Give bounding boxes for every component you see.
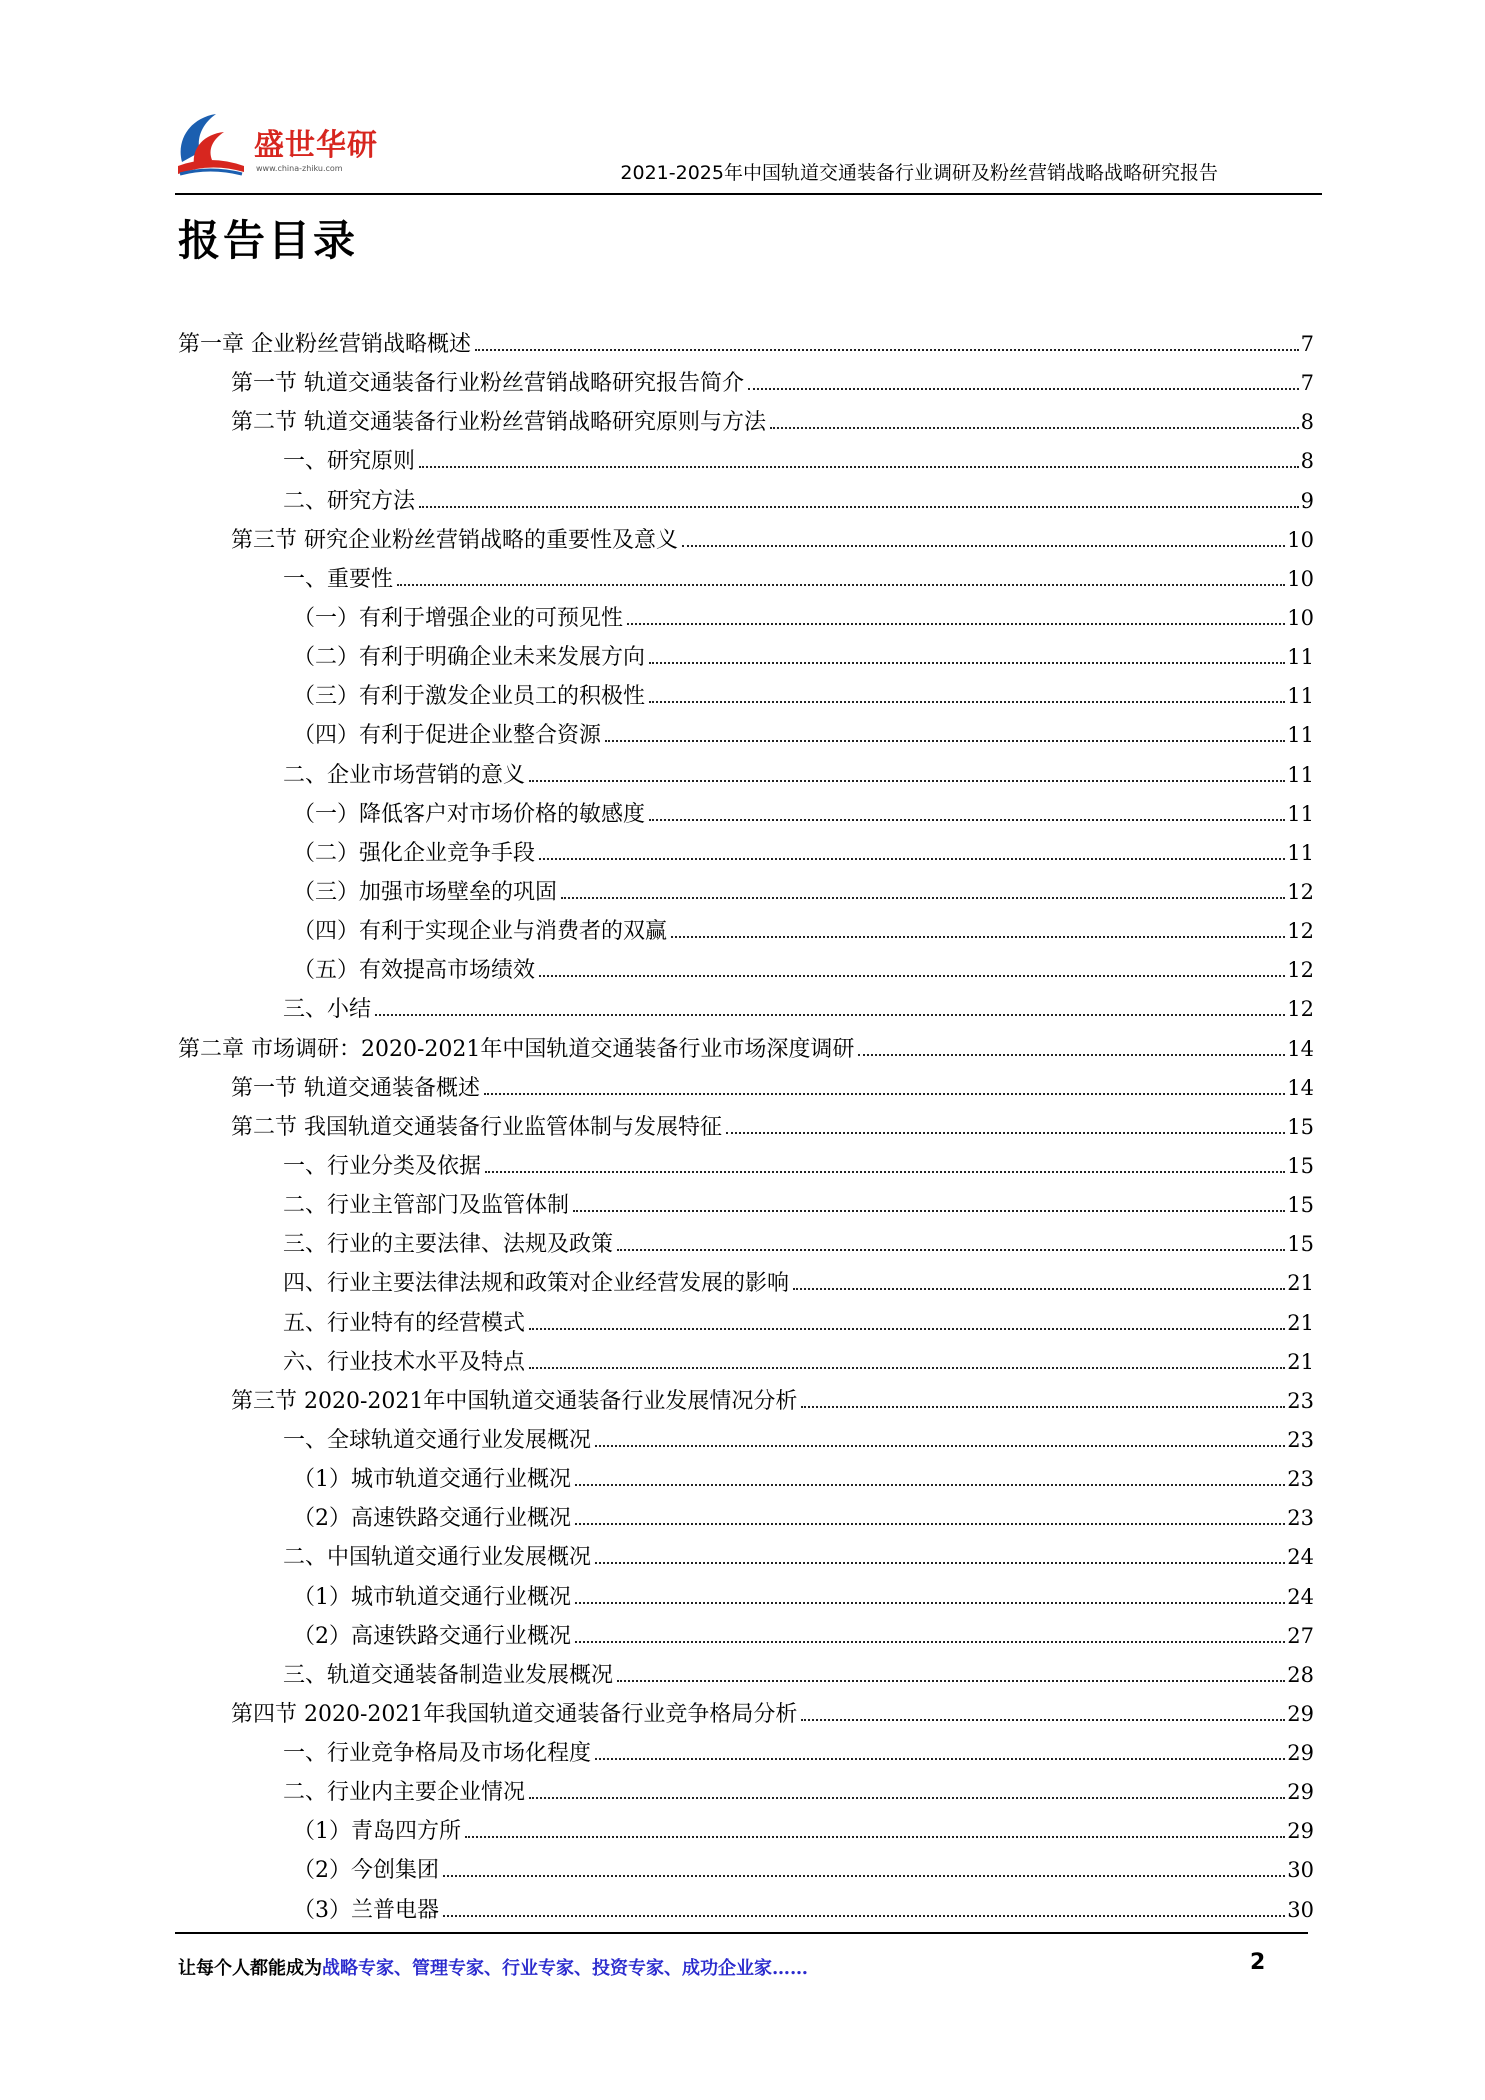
toc-dot-leader bbox=[858, 1054, 1285, 1056]
toc-entry[interactable] bbox=[178, 364, 1314, 403]
toc-entry-page: 15 bbox=[1287, 1232, 1314, 1257]
toc-entry-label: （3）兰普电器 bbox=[293, 1897, 439, 1923]
toc-entry-label: （二）强化企业竞争手段 bbox=[293, 840, 536, 866]
toc-entry-label: 第一节 轨道交通装备概述 bbox=[231, 1075, 480, 1101]
toc-entry-page: 10 bbox=[1287, 527, 1314, 552]
toc-entry[interactable] bbox=[178, 716, 1314, 755]
table-of-contents bbox=[178, 325, 1314, 1930]
toc-entry[interactable] bbox=[178, 1460, 1314, 1499]
toc-entry[interactable] bbox=[178, 1069, 1314, 1108]
toc-entry[interactable] bbox=[178, 403, 1314, 442]
toc-entry[interactable] bbox=[178, 1343, 1314, 1382]
toc-dot-leader bbox=[465, 1836, 1285, 1838]
toc-entry-label: 一、全球轨道交通行业发展概况 bbox=[283, 1427, 592, 1453]
toc-entry[interactable] bbox=[178, 1812, 1314, 1851]
toc-entry[interactable] bbox=[178, 873, 1314, 912]
toc-dot-leader bbox=[575, 1602, 1285, 1604]
toc-entry-label: 三、小结 bbox=[283, 997, 372, 1023]
toc-entry-label: 第二节 我国轨道交通装备行业监管体制与发展特征 bbox=[231, 1114, 722, 1140]
toc-entry-page: 15 bbox=[1287, 1153, 1314, 1178]
toc-entry[interactable] bbox=[178, 1147, 1314, 1186]
toc-dot-leader bbox=[419, 466, 1299, 468]
toc-entry[interactable] bbox=[178, 1421, 1314, 1460]
toc-entry-label: （1）城市轨道交通行业概况 bbox=[293, 1584, 571, 1610]
toc-entry-page: 11 bbox=[1287, 684, 1314, 709]
toc-entry-label: （二）有利于明确企业未来发展方向 bbox=[293, 645, 646, 671]
toc-dot-leader bbox=[575, 1641, 1285, 1643]
toc-entry-label: （三）有利于激发企业员工的积极性 bbox=[293, 684, 646, 710]
toc-entry[interactable] bbox=[178, 834, 1314, 873]
toc-entry[interactable] bbox=[178, 560, 1314, 599]
toc-entry-page: 11 bbox=[1287, 723, 1314, 748]
page-number: 2 bbox=[1250, 1950, 1266, 1975]
toc-dot-leader bbox=[561, 897, 1285, 899]
toc-entry-label: （2）高速铁路交通行业概况 bbox=[293, 1623, 571, 1649]
toc-entry-page: 24 bbox=[1287, 1584, 1314, 1609]
toc-entry-page: 21 bbox=[1287, 1310, 1314, 1335]
toc-entry-page: 11 bbox=[1287, 645, 1314, 670]
toc-dot-leader bbox=[419, 506, 1299, 508]
toc-entry-page: 8 bbox=[1300, 410, 1314, 435]
toc-entry-page: 12 bbox=[1287, 997, 1314, 1022]
toc-entry[interactable] bbox=[178, 442, 1314, 481]
logo-url: www.china-zhiku.com bbox=[256, 164, 343, 173]
toc-dot-leader bbox=[649, 819, 1285, 821]
toc-entry[interactable] bbox=[178, 1891, 1314, 1930]
toc-entry-label: 二、研究方法 bbox=[283, 488, 416, 514]
toc-entry[interactable] bbox=[178, 1382, 1314, 1421]
toc-entry[interactable] bbox=[178, 1734, 1314, 1773]
toc-dot-leader bbox=[539, 975, 1285, 977]
toc-entry[interactable] bbox=[178, 795, 1314, 834]
toc-entry-page: 9 bbox=[1300, 488, 1314, 513]
toc-entry[interactable] bbox=[178, 1030, 1314, 1069]
toc-entry-label: （2）今创集团 bbox=[293, 1858, 439, 1884]
toc-entry-page: 29 bbox=[1287, 1780, 1314, 1805]
toc-entry-page: 29 bbox=[1287, 1741, 1314, 1766]
toc-entry[interactable] bbox=[178, 482, 1314, 521]
toc-dot-leader bbox=[475, 349, 1299, 351]
page-title: 报告目录 bbox=[178, 216, 359, 265]
toc-entry-page: 12 bbox=[1287, 958, 1314, 983]
toc-entry-page: 15 bbox=[1287, 1114, 1314, 1139]
toc-entry[interactable] bbox=[178, 1264, 1314, 1303]
footer-prefix: 让每个人都能成为 bbox=[178, 1958, 322, 1979]
toc-entry-label: 三、轨道交通装备制造业发展概况 bbox=[283, 1662, 614, 1688]
toc-entry-page: 11 bbox=[1287, 840, 1314, 865]
toc-entry-page: 23 bbox=[1287, 1506, 1314, 1531]
toc-dot-leader bbox=[801, 1719, 1285, 1721]
logo-name: 盛世华研 bbox=[254, 128, 378, 163]
toc-entry-page: 23 bbox=[1287, 1388, 1314, 1413]
toc-entry-page: 30 bbox=[1287, 1897, 1314, 1922]
toc-entry[interactable] bbox=[178, 1225, 1314, 1264]
report-title: 2021-2025年中国轨道交通装备行业调研及粉丝营销战略战略研究报告 bbox=[620, 162, 1218, 184]
toc-entry-label: 第三节 2020-2021年中国轨道交通装备行业发展情况分析 bbox=[231, 1388, 798, 1414]
toc-entry-page: 7 bbox=[1300, 332, 1314, 356]
toc-dot-leader bbox=[726, 1132, 1285, 1134]
toc-entry[interactable] bbox=[178, 1499, 1314, 1538]
toc-entry-page: 30 bbox=[1287, 1858, 1314, 1883]
toc-dot-leader bbox=[443, 1915, 1285, 1917]
toc-entry-label: 二、中国轨道交通行业发展概况 bbox=[283, 1545, 592, 1571]
toc-dot-leader bbox=[484, 1093, 1285, 1095]
header-divider bbox=[175, 193, 1322, 195]
toc-entry-label: 第一节 轨道交通装备行业粉丝营销战略研究报告简介 bbox=[231, 371, 744, 397]
toc-entry-page: 29 bbox=[1287, 1819, 1314, 1844]
toc-dot-leader bbox=[627, 623, 1285, 625]
toc-entry[interactable] bbox=[178, 599, 1314, 638]
toc-entry-page: 14 bbox=[1287, 1036, 1314, 1061]
toc-entry-page: 10 bbox=[1287, 605, 1314, 630]
toc-entry-page: 11 bbox=[1287, 762, 1314, 787]
toc-entry-label: 第一章 企业粉丝营销战略概述 bbox=[178, 332, 471, 357]
toc-entry[interactable] bbox=[178, 1304, 1314, 1343]
toc-entry-label: 一、研究原则 bbox=[283, 449, 416, 475]
toc-entry-label: 一、行业分类及依据 bbox=[283, 1153, 482, 1179]
toc-dot-leader bbox=[595, 1445, 1285, 1447]
toc-entry-page: 21 bbox=[1287, 1271, 1314, 1296]
logo-emblem-icon bbox=[172, 104, 250, 182]
toc-entry-page: 8 bbox=[1300, 449, 1314, 474]
toc-dot-leader bbox=[375, 1014, 1285, 1016]
toc-entry-page: 12 bbox=[1287, 879, 1314, 904]
toc-entry-page: 7 bbox=[1300, 371, 1314, 396]
toc-entry-page: 21 bbox=[1287, 1349, 1314, 1374]
toc-dot-leader bbox=[397, 584, 1285, 586]
toc-entry[interactable] bbox=[178, 1186, 1314, 1225]
toc-entry-label: 四、行业主要法律法规和政策对企业经营发展的影响 bbox=[283, 1271, 790, 1297]
toc-dot-leader bbox=[671, 936, 1285, 938]
toc-entry[interactable] bbox=[178, 990, 1314, 1029]
toc-entry-label: 一、行业竞争格局及市场化程度 bbox=[283, 1741, 592, 1767]
toc-entry[interactable] bbox=[178, 1578, 1314, 1617]
toc-entry-label: （1）青岛四方所 bbox=[293, 1819, 461, 1845]
toc-dot-leader bbox=[443, 1875, 1285, 1877]
toc-dot-leader bbox=[617, 1680, 1285, 1682]
toc-entry[interactable] bbox=[178, 677, 1314, 716]
toc-entry-label: （四）有利于促进企业整合资源 bbox=[293, 723, 602, 749]
toc-dot-leader bbox=[573, 1210, 1285, 1212]
toc-entry[interactable] bbox=[178, 1773, 1314, 1812]
toc-entry[interactable] bbox=[178, 1538, 1314, 1577]
toc-dot-leader bbox=[682, 545, 1285, 547]
toc-dot-leader bbox=[595, 1758, 1285, 1760]
toc-dot-leader bbox=[529, 1367, 1285, 1369]
toc-entry-label: 六、行业技术水平及特点 bbox=[283, 1349, 526, 1375]
toc-entry[interactable] bbox=[178, 638, 1314, 677]
toc-entry-label: 第二节 轨道交通装备行业粉丝营销战略研究原则与方法 bbox=[231, 410, 766, 436]
toc-entry-page: 14 bbox=[1287, 1075, 1314, 1100]
toc-entry-page: 28 bbox=[1287, 1662, 1314, 1687]
toc-entry[interactable] bbox=[178, 1617, 1314, 1656]
toc-entry[interactable] bbox=[178, 951, 1314, 990]
toc-entry-label: 三、行业的主要法律、法规及政策 bbox=[283, 1232, 614, 1258]
toc-dot-leader bbox=[617, 1249, 1285, 1251]
footer-highlight: 战略专家、管理专家、行业专家、投资专家、成功企业家…… bbox=[322, 1958, 808, 1979]
toc-dot-leader bbox=[595, 1562, 1285, 1564]
toc-entry-label: 二、行业内主要企业情况 bbox=[283, 1780, 526, 1806]
toc-entry-page: 10 bbox=[1287, 566, 1314, 591]
toc-entry-page: 29 bbox=[1287, 1701, 1314, 1726]
toc-entry-label: 第四节 2020-2021年我国轨道交通装备行业竞争格局分析 bbox=[231, 1701, 798, 1727]
toc-dot-leader bbox=[529, 780, 1285, 782]
toc-entry-label: 二、企业市场营销的意义 bbox=[283, 762, 526, 788]
toc-entry-label: （2）高速铁路交通行业概况 bbox=[293, 1506, 571, 1532]
toc-entry-page: 11 bbox=[1287, 801, 1314, 826]
toc-dot-leader bbox=[539, 858, 1285, 860]
toc-dot-leader bbox=[649, 662, 1285, 664]
toc-entry[interactable] bbox=[178, 756, 1314, 795]
footer-divider bbox=[175, 1932, 1308, 1934]
toc-dot-leader bbox=[575, 1484, 1285, 1486]
toc-entry-label: 五、行业特有的经营模式 bbox=[283, 1310, 526, 1336]
toc-dot-leader bbox=[529, 1797, 1285, 1799]
toc-entry-label: 第二章 市场调研：2020-2021年中国轨道交通装备行业市场深度调研 bbox=[178, 1036, 855, 1062]
toc-dot-leader bbox=[801, 1406, 1285, 1408]
toc-dot-leader bbox=[649, 701, 1285, 703]
toc-entry-page: 23 bbox=[1287, 1467, 1314, 1492]
toc-dot-leader bbox=[770, 427, 1299, 429]
toc-entry-label: （三）加强市场壁垒的巩固 bbox=[293, 879, 558, 905]
company-logo bbox=[172, 104, 392, 184]
toc-entry[interactable] bbox=[178, 1695, 1314, 1734]
toc-entry-label: （一）降低客户对市场价格的敏感度 bbox=[293, 801, 646, 827]
toc-entry-page: 27 bbox=[1287, 1623, 1314, 1648]
toc-entry-page: 15 bbox=[1287, 1193, 1314, 1218]
toc-entry[interactable] bbox=[178, 912, 1314, 951]
toc-entry-label: 一、重要性 bbox=[283, 566, 394, 592]
toc-entry-page: 24 bbox=[1287, 1545, 1314, 1570]
toc-entry-label: 二、行业主管部门及监管体制 bbox=[283, 1193, 570, 1219]
toc-dot-leader bbox=[793, 1288, 1285, 1290]
toc-entry-label: （五）有效提高市场绩效 bbox=[293, 958, 536, 984]
toc-entry-label: 第三节 研究企业粉丝营销战略的重要性及意义 bbox=[231, 527, 678, 553]
toc-dot-leader bbox=[485, 1171, 1285, 1173]
toc-entry-label: （四）有利于实现企业与消费者的双赢 bbox=[293, 919, 668, 945]
toc-entry[interactable] bbox=[178, 1108, 1314, 1147]
toc-dot-leader bbox=[575, 1523, 1285, 1525]
toc-entry[interactable] bbox=[178, 1656, 1314, 1695]
toc-entry-label: （1）城市轨道交通行业概况 bbox=[293, 1467, 571, 1493]
toc-entry-label: （一）有利于增强企业的可预见性 bbox=[293, 605, 624, 631]
toc-entry[interactable] bbox=[178, 1851, 1314, 1890]
toc-entry[interactable] bbox=[178, 325, 1314, 364]
toc-dot-leader bbox=[605, 740, 1285, 742]
toc-entry-page: 23 bbox=[1287, 1427, 1314, 1452]
toc-dot-leader bbox=[748, 388, 1299, 390]
toc-entry-page: 12 bbox=[1287, 919, 1314, 944]
footer-slogan bbox=[178, 1954, 808, 1980]
toc-dot-leader bbox=[529, 1328, 1285, 1330]
toc-entry[interactable] bbox=[178, 521, 1314, 560]
